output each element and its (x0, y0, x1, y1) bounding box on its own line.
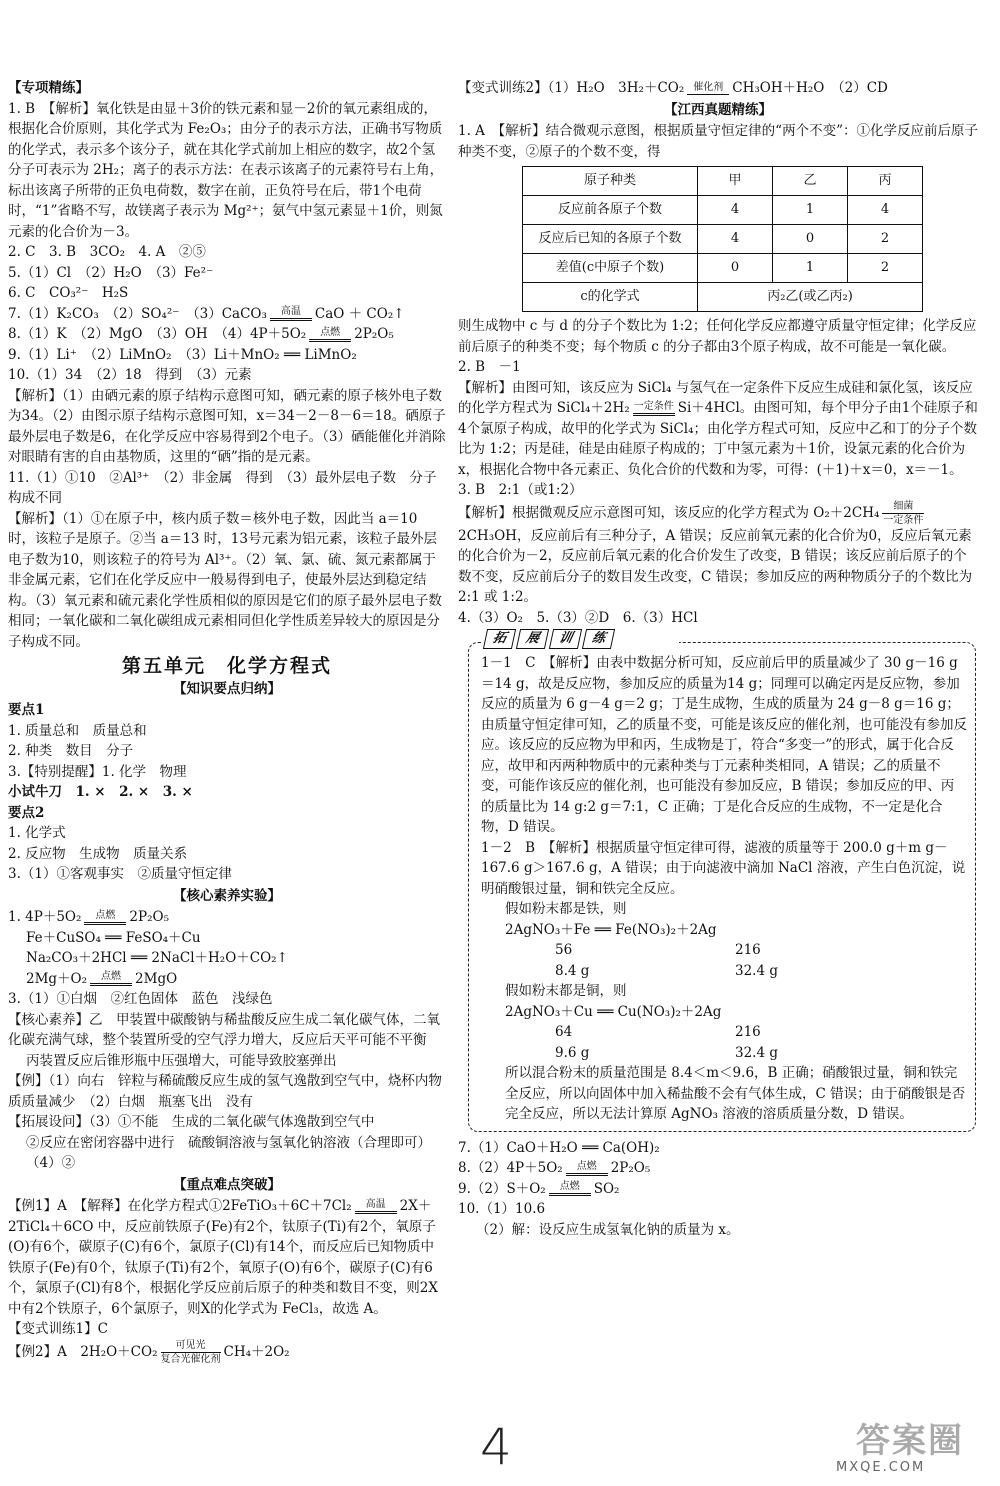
point-line: 3.【特别提醒】1. 化学 物理 (8, 763, 187, 780)
q7-pre: 7.（1）K₂CO₃ （2）SO₄²⁻ （3）CaCO₃ (8, 305, 267, 322)
table-row: 反应前各原子个数 4 1 4 (523, 196, 923, 225)
reaction-condition: 点燃 (90, 971, 132, 987)
answer-10-solution: （2）解：设反应生成氢氧化钠的质量为 x。 (476, 1221, 740, 1238)
jiangxi-title: 【江西真题精练】 (664, 101, 772, 118)
jx-answer-1b: 则生成物中 c 与 d 的分子个数比为 1:2；任何化学反应都遵守质量守恒定律；化学反应前后原子的种类不变；每个物质 c 的分子都由3个原子构成，故不可能是一氧化碳。 (458, 318, 977, 355)
reaction-condition: 点燃 (566, 1161, 608, 1177)
reaction-condition: 细菌 一定条件 (883, 500, 924, 526)
point-line: 小试牛刀 1. × 2. × 3. × (8, 784, 193, 800)
q7-post: CaO ＋ CO₂↑ (314, 305, 405, 322)
core-eq-3: Na₂CO₃＋2HCl ══ 2NaCl＋H₂O＋CO₂↑ (26, 950, 288, 966)
assume-iron: 假如粉末都是铁，则 (505, 901, 627, 917)
expand-training-header: 拓 展 训 练 (481, 629, 679, 649)
answer-8: 8.（2）4P＋5O₂ 点燃 2P₂O₅ (458, 1160, 651, 1176)
table-header-row: 原子种类 甲 乙 丙 (523, 167, 923, 196)
answer-9: 9.（2）S＋O₂ 点燃 SO₂ (458, 1180, 620, 1197)
left-column (8, 78, 446, 1365)
jx-answer-4-6: 4.（3）O₂ 5.（3）②D 6.（3）HCl (458, 609, 698, 626)
answer-q11: 11.（1）①10 ②Al³⁺ （2）非金属 得到 （3）最外层电子数 分子构成不同 (8, 469, 437, 506)
variant-1: 【变式训练1】C (8, 1321, 108, 1337)
answer-q1: 1. B 【解析】氧化铁是由显＋3价的铁元素和显－2价的氧元素组成的，根据化合价原则，其化学式为 Fe₂O₃；由分子的表示方法，正确书写物质的化学式，表示多个该分子，就在其化学式前加上相应的数字，故2个氢分子可表示为 2H₂；离子的表示方法：在表示该离子的元素符号右上角，标出该离子所带的正负电荷数，数字在前，正负符号在后，带1个电荷时，“1”省略不写，故镁离子表示为 Mg²⁺；氨气中氢元素显＋1价，则氮元素的化合价为－3。 (8, 100, 444, 240)
core-item: 【例】（1）向右 锌粒与稀硫酸反应生成的氢气逸散到空气中，烧杯内物质质量减少 （2）白烟 瓶塞飞出 没有 (8, 1073, 442, 1110)
point-2: 要点2 (8, 804, 45, 821)
point-line: 2. 反应物 生成物 质量关系 (8, 845, 188, 862)
jx-explain-3: 【解析】根据微观反应示意图可知，该反应的化学方程式为 O₂＋2CH₄ 细菌 一定条件2CH₃OH，反应前后有三种分子，A 错误；反应前氧元素的化合价为0，反应后氧元素的化合价为－2，反应前后氧元素的化合价发生了改变，B 错误；该反应前后原子的个数不变，反应前后分子的数目发生改变，C 错误；参加反应的两种物质分子的个数比为 2:1 或 1:2。 (458, 500, 973, 605)
reaction-condition: 点燃 (84, 910, 126, 926)
core-title: 【核心素养实验】 (173, 887, 281, 904)
jx-answer-3: 3. B 2:1（或1:2） (458, 482, 583, 498)
jx-explain-2: 【解析】由图可知，该反应为 SiCl₄ 与氢气在一定条件下反应生成硅和氯化氢，该反应的化学方程式为 SiCl₄＋2H₂ 一定条件 Si＋4HCl。由图可知，每个甲分子由1个硅原子和4个氯原子构成，故甲的化学式为 SiCl₄；由化学方程式可知，反应中乙和丁的分子个数比为 1:2；丙是硅，硅是由硅原子构成的；丁中氢元素为＋1价，设氯元素的化合价为 x，根据化合物中各元素正、负化合价的代数和为零，可得：(＋1)＋x＝0，x＝－1。 (458, 379, 978, 478)
right-column (458, 78, 978, 1240)
answer-q10: 10.（1）34 （2）18 得到 （3）元素 (8, 367, 252, 383)
expand-answer-1: 1－1 C 【解析】由表中数据分析可知，反应前后甲的质量减少了 30 g－16 g＝14 g，故是反应物，参加反应的质量为14 g；同理可以确定丙是反应物，参加反应的质量为 6 g－4 g＝2 g；丁是生成物，生成的质量为 24 g－8 g＝16 g；由质量守恒定律可知，乙的质量不变，可能是该反应的催化剂，也可能没有参加反应。该反应的反应物为甲和丙，生成物是丁，符合“多变一”的形式，属于化合反应，故甲和丙两种物质中的元素种类与丁元素种类相同，A 错误；乙的质量不变，可能作该反应的催化剂，也可能没有参加反应，B 错误；参加反应的甲、丙的质量比为 14 g:2 g＝7:1，C 正确；丁是化合反应的生成物，不一定是化合物，D 错误。 (481, 655, 967, 835)
answer-q2-4: 2. C 3. B 3CO₂ 4. A ②⑤ (8, 244, 206, 260)
reaction-condition: 催化剂 (687, 82, 729, 96)
reaction-condition: 高温 (270, 306, 312, 322)
core-eq-4: 2Mg＋O₂ 点燃 2MgO (26, 970, 178, 987)
explanation-q11: 【解析】（1）①在原子中，核内质子数＝核外电子数，因此当 a＝10 时，该粒子是原子。②当 a＝13 时，13号元素为铝元素，该粒子最外层电子数为10，则该粒子的符号为 Al³⁺。（2）氧、氯、硫、氮元素都属于非金属元素，它们在化学反应中一般易得到电子，使最外层达到稳定结构。（3）氧元素和硫元素化学性质相似的原因是它们的原子最外层电子数相同；一氧化碳和二氧化碳组成元素相同但化学性质差异较大的原因是分子构成不同。 (8, 510, 442, 650)
expand-training-box (468, 631, 976, 1132)
point-line: 2. 种类 数目 分子 (8, 743, 134, 759)
atom-table (522, 166, 923, 312)
reaction-condition: 一定条件 (633, 401, 675, 417)
watermark-text: MXQE.COM (836, 1460, 926, 1475)
calc-copper: 2AgNO₃＋Cu ══ Cu(NO₃)₂＋2Ag 64 216 9.6 g 32.4 g (505, 1003, 778, 1061)
core-eq-2: Fe＋CuSO₄ ══ FeSO₄＋Cu (26, 929, 201, 946)
table-row: 差值(c中原子个数) 0 1 2 (523, 254, 923, 283)
reaction-condition: 可见光 复合光催化剂 (160, 1339, 221, 1365)
explanation-q10: 【解析】（1）由硒元素的原子结构示意图可知，硒元素的原子核外电子数为34。（2）由图示原子结构示意图可知，x＝34－2－8－6＝18。硒原子最外层电子数是6，在化学反应中容易得到2个电子。（3）硒能催化并消除对眼睛有害的自由基物质，这里的“硒”指的是元素。 (8, 387, 446, 465)
jx-answer-1: 1. A 【解析】结合微观示意图，根据质量守恒定律的“两个不变”：①化学反应前后原子种类不变，②原子的个数不变，得 (458, 123, 978, 160)
page-number: 4 (480, 1418, 512, 1476)
core-item: ②反应在密闭容器中进行 硫酸铜溶液与氢氧化钠溶液（合理即可） （4）② (26, 1134, 438, 1171)
answer-q8: 8.（1）K （2）MgO （3）OH （4）4P＋5O₂ 点燃 2P₂O₅ (8, 326, 394, 342)
core-item: 丙装置反应后锥形瓶中压强增大，可能导致胶塞弹出 (26, 1052, 337, 1069)
expand-conclusion: 所以混合粉末的质量范围是 8.4＜m＜9.6，B 正确；硝酸银过量，铜和铁完全反应，所以向固体中加入稀盐酸不会有气体生成，C 错误；由于硝酸银是否完全反应，所以无法计算原 AgNO₃ 溶液的溶质质量分数，D 错误。 (505, 1065, 966, 1122)
core-item: 【核心素养】乙 甲装置中碳酸钠与稀盐酸反应生成二氧化碳气体，二氧化碳充满气球，整个装置所受的空气浮力增大，反应后天平可能不平衡 (8, 1011, 440, 1048)
example-2: 【例2】A 2H₂O＋CO₂ 可见光 复合光催化剂 CH₄＋2O₂ (8, 1339, 290, 1365)
answer-7: 7.（1）CaO＋H₂O ══ Ca(OH)₂ (458, 1139, 660, 1156)
variant-2: 【变式训练2】（1）H₂O 3H₂＋CO₂ 催化剂 CH₃OH＋H₂O （2）CD (458, 80, 888, 96)
point-1: 要点1 (8, 702, 45, 718)
section-header: 【专项精练】 (8, 80, 89, 96)
core-item: 3.（1）①白烟 ②红色固体 蓝色 浅绿色 (8, 991, 273, 1007)
answer-10: 10.（1）10.6 (458, 1201, 546, 1217)
unit-title: 第五单元 化学方程式 (121, 655, 332, 677)
answer-q6: 6. C CO₃²⁻ H₂S (8, 285, 129, 301)
answer-q7 (8, 304, 446, 325)
table-row: c的化学式 丙₂乙(或乙丙₂) (523, 283, 923, 312)
point-line: 1. 化学式 (8, 825, 66, 841)
point-line: 1. 质量总和 质量总和 (8, 722, 147, 739)
answer-q9: 9.（1）Li⁺ （2）LiMnO₂ （3）Li＋MnO₂ ══ LiMnO₂ (8, 346, 357, 363)
assume-copper: 假如粉末都是铜，则 (505, 983, 627, 999)
knowledge-title: 【知识要点归纳】 (173, 680, 281, 697)
answer-q5: 5.（1）Cl （2）H₂O （3）Fe²⁻ (8, 264, 214, 281)
expand-answer-2: 1－2 B 【解析】根据质量守恒定律可得，滤液的质量等于 200.0 g＋m g－167.6 g＞167.6 g，A 错误；由于向滤液中滴加 NaCl 溶液，产生白色沉淀，说明硝酸银过量，铜和铁完全反应。 (481, 839, 966, 897)
key-title: 【重点难点突破】 (173, 1176, 281, 1193)
reaction-condition: 高温 (355, 1199, 397, 1215)
calc-iron: 2AgNO₃＋Fe ══ Fe(NO₃)₂＋2Ag 56 216 8.4 g 32.4 g (505, 921, 778, 979)
core-item: 【拓展设问】（3）①不能 生成的二氧化碳气体逸散到空气中 (8, 1114, 375, 1130)
table-row: 反应后已知的各原子个数 4 0 2 (523, 225, 923, 254)
reaction-condition: 点燃 (309, 327, 351, 343)
jx-answer-2: 2. B －1 (458, 359, 521, 375)
watermark-logo-icon: 答案圈 (856, 1421, 964, 1461)
point-line: 3.（1）①客观事实 ②质量守恒定律 (8, 866, 232, 882)
example-1: 【例1】A 【解释】在化学方程式①2FeTiO₃＋6C＋7Cl₂ 高温 2X＋2TiCl₄＋6CO 中，反应前铁原子(Fe)有2个，钛原子(Ti)有2个，氧原子(O)有6个，碳原子(C)有6个，氯原子(Cl)有14个，而反应后已知物质中铁原子(Fe)有0个，钛原子(Ti)有2个，氧原子(O)有6个，碳原子(C)有6个，氯原子(Cl)有8个，根据化学反应前后原子的种类和数目不变，则2X中有2个铁原子，6个氯原子，则X的化学式为 FeCl₃，故选 A。 (8, 1198, 438, 1317)
core-eq-1: 1. 4P＋5O₂ 点燃 2P₂O₅ (8, 909, 169, 925)
reaction-condition: 点燃 (549, 1181, 591, 1197)
